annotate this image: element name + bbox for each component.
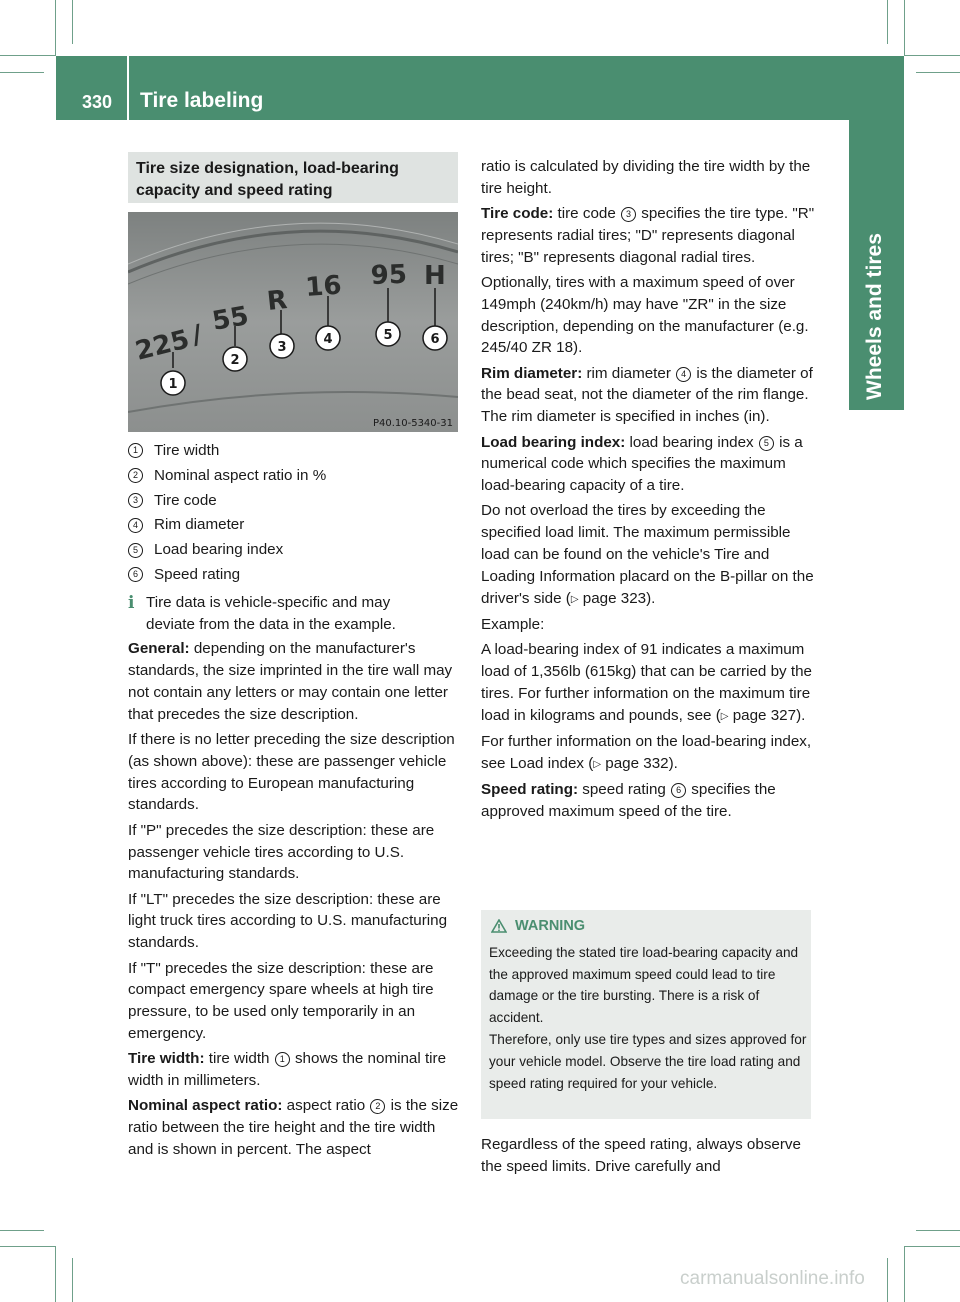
crop-mark	[55, 1246, 56, 1302]
warning-body	[489, 942, 807, 1095]
crop-mark	[72, 0, 73, 44]
crop-mark	[904, 55, 960, 56]
legend-label: Tire code	[154, 491, 217, 509]
info-text	[146, 592, 396, 636]
right-column	[481, 156, 816, 826]
text: aspect ratio	[282, 1097, 370, 1115]
warning-title: WARNING	[515, 918, 586, 934]
legend-item	[128, 465, 462, 487]
legend-label: Rim diameter	[154, 516, 245, 534]
page-number: 330	[82, 92, 113, 112]
label-rim-diameter: Rim diameter:	[481, 364, 583, 382]
marker-3-label: 3	[277, 340, 287, 355]
legend-label: Speed rating	[154, 565, 241, 583]
text: is the diameter of the bead seat, not the diameter of the rim flange. The rim diameter is specified in inches (in).	[481, 364, 813, 426]
page-ref-arrow-icon: ▷	[570, 593, 579, 605]
legend-number: 4	[128, 518, 143, 533]
paragraph-p: If "P" precedes the size description: these are passenger vehicle tires according to U.S. manufacturing standards.	[128, 821, 435, 883]
paragraph-tire-code	[481, 203, 816, 268]
info-icon: i	[128, 592, 135, 613]
page-ref-arrow-icon: ▷	[720, 710, 729, 722]
info-note	[128, 592, 462, 636]
label-tire-width: Tire width:	[128, 1050, 205, 1068]
crop-mark	[904, 1246, 960, 1247]
legend-item	[128, 440, 462, 462]
ref-number: 3	[621, 207, 636, 222]
tire-sidewall-figure	[128, 212, 458, 432]
side-tab-label: Wheels and tires	[863, 233, 886, 400]
warning-paragraph-2: Therefore, only use tire types and sizes approved for your vehicle model. Observe the tire load rating and speed rating required for your vehicle.	[489, 1032, 807, 1091]
tire-text-H: H	[424, 261, 446, 291]
paragraph-load-index	[481, 432, 816, 497]
ref-number: 5	[759, 436, 774, 451]
tire-text-16: 16	[304, 270, 343, 303]
tire-text-95: 95	[370, 259, 408, 291]
crop-mark	[904, 0, 905, 56]
crop-mark	[0, 55, 56, 56]
page-ref-link[interactable]: page 323	[582, 589, 647, 607]
paragraph-zr: Optionally, tires with a maximum speed of over 149mph (240km/h) may have "ZR" in the size description, depending on the manufacturer (e.g. 245/40 ZR 18).	[481, 273, 809, 357]
text: ).	[668, 754, 678, 772]
label-speed-rating: Speed rating:	[481, 781, 579, 799]
text-general: depending on the manufacturer's standards, the size imprinted in the tire wall may not contain any letters or may contain one letter that precedes the size description.	[128, 640, 453, 723]
text: is the size ratio between the tire height and the tire width and is shown in percent. The aspect	[128, 1097, 459, 1158]
section-title-line1: Tire size designation, load-bearing	[136, 160, 399, 177]
crop-mark	[904, 1246, 905, 1302]
info-line2: deviate from the data in the example.	[146, 615, 396, 633]
page-ref-arrow-icon: ▷	[593, 758, 602, 770]
crop-mark	[887, 0, 888, 44]
side-tab-label-wrap	[857, 120, 897, 410]
text: load bearing index	[625, 433, 758, 451]
section-title-line2: capacity and speed rating	[136, 182, 333, 199]
crop-mark	[887, 1258, 888, 1302]
warning-title-row	[491, 918, 585, 934]
crop-mark	[0, 72, 44, 73]
legend-label: Nominal aspect ratio in %	[154, 466, 327, 484]
left-column	[128, 440, 462, 1164]
legend-number: 1	[128, 443, 143, 458]
paragraph-aspect-ratio	[128, 1095, 462, 1160]
paragraph-overload	[481, 500, 816, 610]
paragraph-load-example	[481, 639, 816, 727]
paragraph-speed-limits: Regardless of the speed rating, always observe the speed limits. Drive carefully and	[481, 1136, 801, 1175]
ref-number: 1	[275, 1052, 290, 1067]
legend-label: Tire width	[154, 442, 220, 459]
crop-mark	[916, 72, 960, 73]
page-ref-link[interactable]: page 327	[732, 706, 797, 724]
text: speed rating	[578, 781, 671, 799]
marker-2-label: 2	[230, 353, 240, 368]
paragraph-example: Example:	[481, 615, 545, 633]
paragraph-speed-rating	[481, 779, 816, 823]
warning-paragraph-1: Exceeding the stated tire load-bearing capacity and the approved maximum speed could lead to tire damage or the tire bursting. There is a risk of accident.	[489, 945, 799, 1025]
paragraph-aspect-cont: ratio is calculated by dividing the tire width by the tire height.	[481, 158, 811, 197]
section-heading	[128, 152, 458, 203]
tire-text-225: 225	[132, 324, 193, 367]
paragraph-no-letter: If there is no letter preceding the size description (as shown above): these are passenger vehicle tires according to European manufacturing standards.	[128, 731, 455, 814]
ref-number: 6	[671, 783, 686, 798]
crop-mark	[0, 1230, 44, 1231]
ref-number: 4	[676, 367, 691, 382]
text: specifies the approved maximum speed of the tire.	[481, 781, 776, 820]
paragraph-rim-diameter	[481, 363, 816, 428]
info-line1: Tire data is vehicle-specific and may	[146, 593, 391, 611]
marker-6-label: 6	[430, 332, 440, 347]
crop-mark	[72, 1258, 73, 1302]
paragraph-load-info	[481, 731, 816, 776]
legend-item	[128, 539, 462, 561]
figure-code: P40.10-5340-31	[372, 418, 453, 429]
marker-4-label: 4	[323, 332, 333, 347]
label-tire-code: Tire code:	[481, 205, 554, 223]
paragraph-t: If "T" precedes the size description: these are compact emergency spare wheels at high tire pressure, to be used only temporarily in an emergency.	[128, 959, 434, 1042]
text: tire code	[553, 205, 621, 223]
marker-5-label: 5	[383, 328, 393, 343]
label-general: General:	[128, 640, 190, 658]
marker-1-label: 1	[168, 377, 178, 392]
page-ref-link[interactable]: page 332	[605, 754, 669, 772]
text: ).	[646, 589, 656, 607]
tire-text-55: 55	[210, 301, 251, 337]
header-separator	[127, 56, 129, 120]
page-title: Tire labeling	[140, 89, 264, 112]
label-aspect-ratio: Nominal aspect ratio:	[128, 1097, 283, 1115]
text: specifies the tire type. "R" represents radial tires; "D" represents diagonal tires; "B" represents diagonal radial tires.	[481, 205, 815, 266]
text: A load-bearing index of 91 indicates a maximum load of 1,356lb (615kg) that can be carried by the tires. For further information on the maximum tire load in kilograms and pounds, see (	[481, 641, 812, 724]
legend-item	[128, 514, 462, 536]
after-warning-text	[481, 1134, 816, 1178]
warning-triangle-icon	[491, 919, 507, 933]
text: shows the nominal tire width in millimeters.	[128, 1050, 447, 1090]
legend-number: 2	[128, 468, 143, 483]
paragraph-general	[128, 638, 462, 725]
paragraph-lt: If "LT" precedes the size description: these are light truck tires according to U.S. manufacturing standards.	[128, 890, 448, 952]
warning-box	[481, 910, 811, 1119]
text: is a numerical code which specifies the maximum load-bearing capacity of a tire.	[481, 433, 803, 495]
crop-mark	[0, 1246, 56, 1247]
tire-text-R: R	[265, 285, 289, 317]
label-load-index: Load bearing index:	[481, 433, 626, 451]
watermark: carmanualsonline.info	[680, 1268, 865, 1289]
paragraph-tire-width	[128, 1048, 462, 1092]
tire-text-slash: /	[189, 319, 205, 351]
legend-label: Load bearing index	[154, 541, 284, 559]
legend-number: 6	[128, 567, 143, 582]
text: For further information on the load-bearing index, see Load index (	[481, 732, 812, 772]
text: ).	[796, 706, 806, 724]
legend-item	[128, 490, 462, 512]
crop-mark	[916, 1230, 960, 1231]
text: Do not overload the tires by exceeding the specified load limit. The maximum permissible load can be found on the vehicle's Tire and Loading Information placard on the B-pillar on the driver's side (	[481, 502, 814, 607]
legend-number: 5	[128, 543, 143, 558]
legend-number: 3	[128, 493, 143, 508]
ref-number: 2	[370, 1099, 385, 1114]
text: tire width	[204, 1050, 274, 1068]
crop-mark	[55, 0, 56, 56]
text: rim diameter	[582, 364, 676, 382]
legend-item	[128, 564, 462, 586]
